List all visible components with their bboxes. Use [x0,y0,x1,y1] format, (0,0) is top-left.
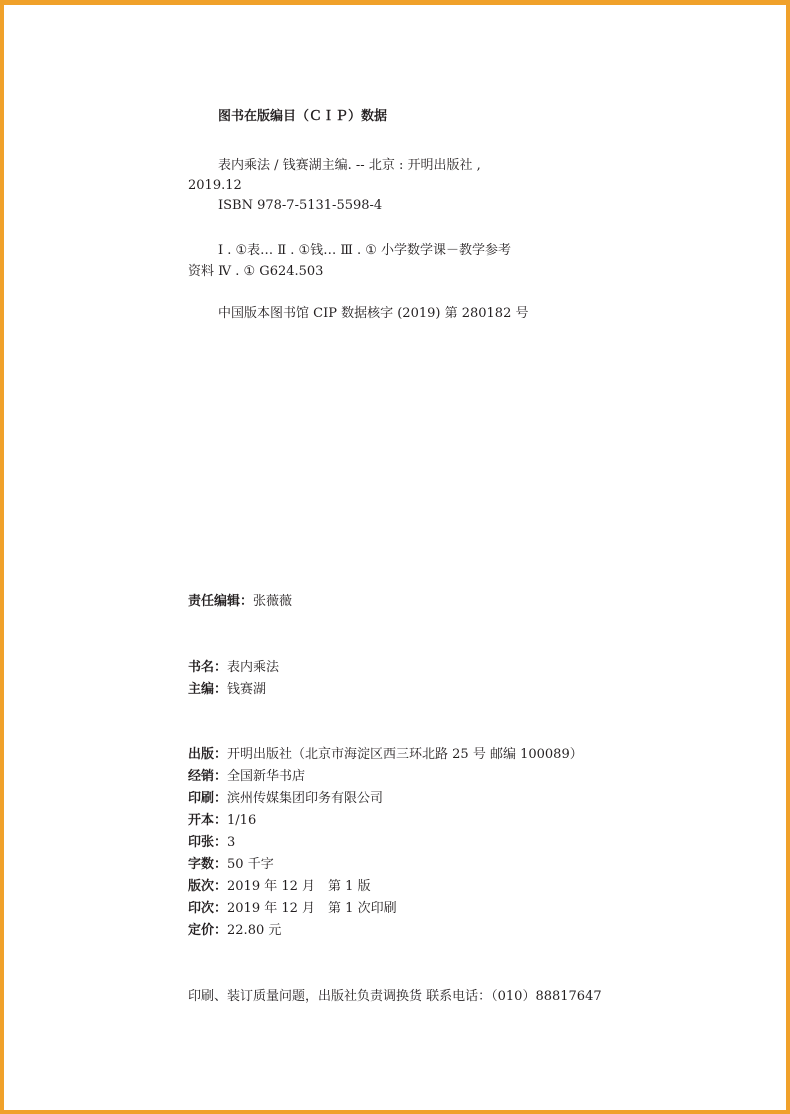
field-value: 50 千字 [227,857,274,872]
cip-data-record: 中国版本图书馆 CIP 数据核字 (2019) 第 280182 号 [218,306,529,321]
printing [188,900,397,918]
field-value: 1/16 [227,813,257,828]
classification-line-2: 资料 Ⅳ . ① G624.503 [188,264,324,279]
field-label: 责任编辑： [188,594,254,609]
field-label: 书名： [188,660,228,675]
classification-line-1: Ⅰ . ①表… Ⅱ . ①钱… Ⅲ . ① 小学数学课－教学参考 [218,243,512,258]
word-count [188,856,274,874]
field-value: 2019 年 12 月 第 1 次印刷 [227,901,397,916]
responsible-editor [188,593,292,611]
printed-sheets [188,834,235,852]
field-label: 印张： [188,835,228,850]
cip-record-line-1: 表内乘法 / 钱赛湖主编. -- 北京 : 开明出版社 , [218,158,481,173]
field-value: 2019 年 12 月 第 1 版 [227,879,371,894]
field-label: 开本： [188,813,228,828]
field-value: 22.80 元 [227,923,282,938]
field-value: 滨州传媒集团印务有限公司 [227,791,384,806]
chief-editor [188,681,266,699]
publisher [188,746,583,764]
field-label: 主编： [188,682,228,697]
field-value: 开明出版社（北京市海淀区西三环北路 25 号 邮编 100089） [227,747,583,762]
edition [188,878,371,896]
field-label: 版次： [188,879,228,894]
field-value: 钱赛湖 [227,682,267,697]
format [188,812,256,830]
isbn: ISBN 978-7-5131-5598-4 [218,198,383,213]
field-value: 张薇薇 [253,594,293,609]
printer [188,790,383,808]
field-value: 表内乘法 [227,660,280,675]
field-label: 出版： [188,747,228,762]
field-label: 印次： [188,901,228,916]
field-label: 字数： [188,857,228,872]
field-value: 全国新华书店 [227,769,306,784]
field-label: 印刷： [188,791,228,806]
price [188,922,281,940]
book-title [188,659,279,677]
cip-title: 图书在版编目（ＣＩＰ）数据 [218,109,388,124]
field-label: 定价： [188,923,228,938]
cip-record-line-2: 2019.12 [188,178,242,193]
distributor [188,768,305,786]
field-value: 3 [227,835,236,850]
quality-notice: 印刷、装订质量问题，出版社负责调换货 联系电话：（010）88817647 [188,989,602,1004]
field-label: 经销： [188,769,228,784]
